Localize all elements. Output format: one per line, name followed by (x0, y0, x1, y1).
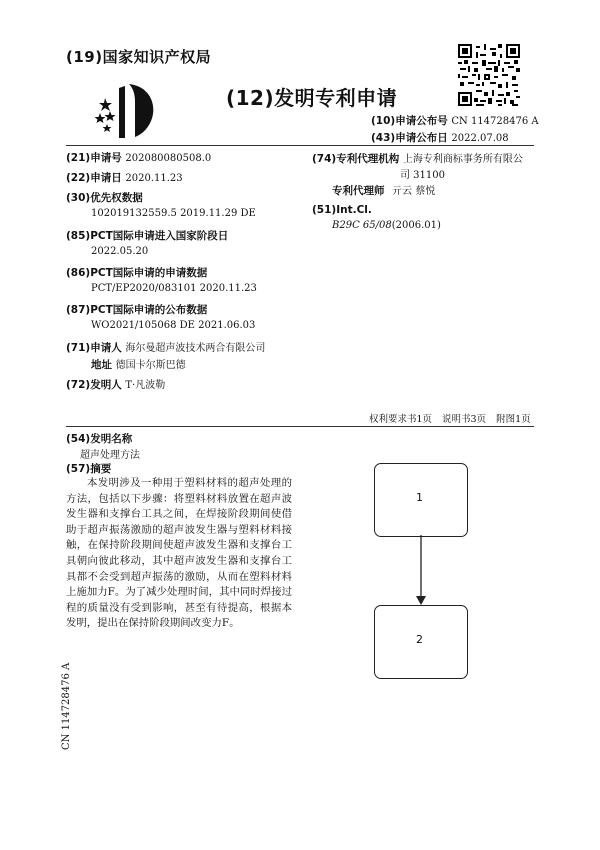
priority-label: (30)优先权数据 (66, 192, 143, 204)
intcl-version: (2006.01) (391, 220, 441, 231)
abstract-text: 本发明涉及一种用于塑料材料的超声处理的方法，包括以下步骤：将塑料材料放置在超声波发生器和支撑台工具之间，在焊接阶段期间使借助于超声振荡激励的超声波发生器与塑料材料接触，在保持阶段期间使超声波发生器和支撑台工具朝向彼此移动，其中超声波发生器和支撑台工具都不会受到超声振荡的激励，从而在塑料材料上施加力F。为了减少处理时间，其中同时焊接过程的质量没有受到影响，甚至有待提高，根据本发明，提出在保持阶段期间改变力F。 (66, 477, 292, 630)
drawings-pages: 附图1页 (496, 414, 531, 425)
application-number-value: 202080080508.0 (125, 153, 212, 164)
page-counts (369, 411, 531, 425)
patent-agency-label: (74)专利代理机构 (312, 153, 400, 165)
publication-date-value: 2022.07.08 (451, 133, 509, 144)
patent-agent-label: 专利代理师 (332, 185, 385, 197)
address-label: 地址 (91, 359, 112, 371)
pct-publication-label: (87)PCT国际申请的公布数据 (66, 304, 208, 316)
claims-pages: 权利要求书1页 (369, 414, 433, 425)
publication-number (371, 113, 539, 128)
diagram-arrow (412, 535, 430, 607)
patent-agency-code: 司 31100 (400, 170, 445, 181)
inventor-value: T·凡波勒 (125, 380, 166, 391)
filing-date-value: 2020.11.23 (125, 173, 183, 184)
address (91, 356, 186, 372)
document-title: (12)发明专利申请 (226, 86, 398, 110)
diagram-box-1-label: 1 (416, 491, 423, 504)
side-publication-number: CN 114728476 A (61, 662, 72, 750)
application-number (66, 150, 211, 165)
diagram-box-2-label: 2 (416, 633, 423, 646)
description-pages: 说明书3页 (442, 414, 487, 425)
filing-date (66, 170, 183, 185)
pages-divider (66, 426, 534, 427)
office-name: (19)国家知识产权局 (66, 48, 212, 66)
application-number-label: (21)申请号 (66, 152, 122, 164)
patent-agency (312, 150, 523, 166)
priority-value: 102019132559.5 2019.11.29 DE (91, 208, 256, 219)
address-value: 德国卡尔斯巴德 (115, 360, 186, 371)
intcl-code: B29C 65/08 (332, 220, 392, 231)
intcl-label: (51)Int.Cl. (312, 204, 372, 216)
cnipa-logo-icon (95, 80, 159, 140)
pct-entry-label: (85)PCT国际申请进入国家阶段日 (66, 230, 229, 242)
patent-agent (332, 182, 435, 198)
pct-application-label: (86)PCT国际申请的申请数据 (66, 267, 208, 279)
inventor-label: (72)发明人 (66, 379, 122, 391)
abstract-label: (57)摘要 (66, 463, 112, 475)
applicant (66, 339, 265, 355)
invention-name-label: (54)发明名称 (66, 433, 133, 445)
publication-number-label: (10)申请公布号 (371, 115, 448, 127)
inventor (66, 376, 165, 392)
pct-application-value: PCT/EP2020/083101 2020.11.23 (91, 283, 257, 294)
publication-date (371, 130, 509, 145)
applicant-label: (71)申请人 (66, 342, 122, 354)
qr-code-icon (458, 44, 520, 106)
pct-publication-value: WO2021/105068 DE 2021.06.03 (91, 320, 256, 331)
invention-name-value: 超声处理方法 (80, 450, 140, 461)
header-divider (66, 145, 534, 146)
publication-date-label: (43)申请公布日 (371, 132, 448, 144)
publication-number-value: CN 114728476 A (451, 116, 539, 127)
applicant-value: 海尔曼超声波技术两合有限公司 (125, 343, 266, 354)
patent-agent-value: 亓云 蔡悦 (392, 186, 436, 197)
pct-entry-value: 2022.05.20 (91, 246, 149, 257)
intcl-value (332, 220, 441, 231)
filing-date-label: (22)申请日 (66, 172, 122, 184)
patent-agency-value: 上海专利商标事务所有限公 (402, 154, 523, 165)
